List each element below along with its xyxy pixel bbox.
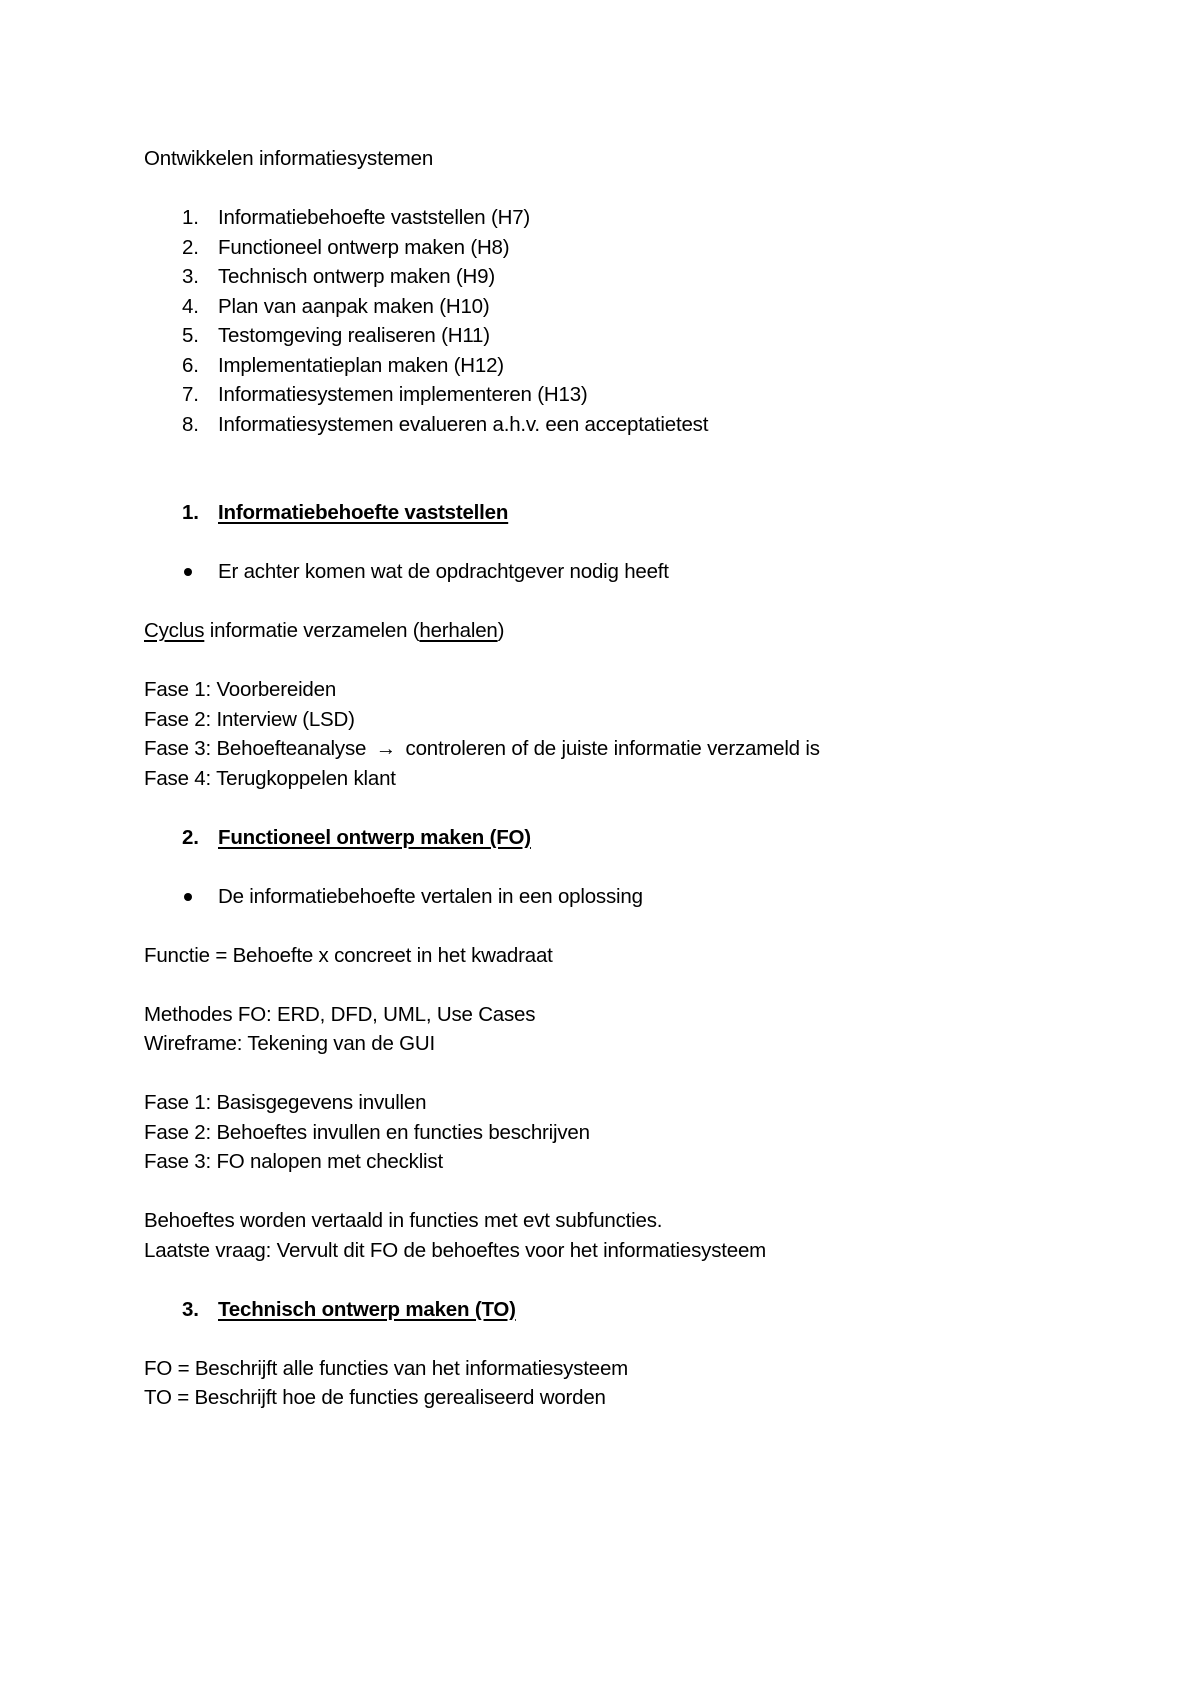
fase3-description: controleren of de juiste informatie verzameld is	[405, 737, 820, 760]
spacer	[144, 1324, 1064, 1354]
fase-line: Fase 1: Voorbereiden	[144, 678, 337, 701]
toc-item	[144, 351, 1064, 381]
heading-number: 3.	[182, 1297, 199, 1321]
spacer	[144, 852, 1064, 882]
toc-text: Technisch ontwerp maken (H9)	[218, 265, 495, 288]
spacer	[144, 1265, 1064, 1295]
bullet-item	[144, 882, 1064, 912]
toc-text: Informatiesystemen implementeren (H13)	[218, 383, 588, 406]
toc-text: Informatiesystemen evalueren a.h.v. een acceptatietest	[218, 412, 709, 436]
spacer	[144, 587, 1064, 617]
fase-line: Fase 4: Terugkoppelen klant	[144, 766, 396, 790]
spacer	[144, 1059, 1064, 1089]
spacer	[144, 1177, 1064, 1207]
spacer	[144, 911, 1064, 941]
fase-line: Fase 1: Basisgegevens invullen	[144, 1091, 427, 1114]
toc-item	[144, 410, 1064, 440]
toc-text: Testomgeving realiseren (H11)	[218, 324, 490, 347]
fase-line: Fase 2: Interview (LSD)	[144, 707, 355, 731]
toc-number: 7.	[182, 383, 199, 406]
spacer	[144, 793, 1064, 823]
spacer	[144, 970, 1064, 1000]
fo-definition-line: FO = Beschrijft alle functies van het informatiesysteem	[144, 1356, 629, 1380]
bullet-icon	[184, 568, 192, 576]
to-definition-line: TO = Beschrijft hoe de functies gerealiseerd worden	[144, 1386, 606, 1409]
bullet-item	[144, 557, 1064, 587]
toc-number: 1.	[182, 206, 199, 229]
heading-number: 1.	[182, 501, 199, 524]
bullet-icon	[184, 893, 192, 901]
toc-text: Functioneel ontwerp maken (H8)	[218, 235, 510, 259]
toc-number: 8.	[182, 412, 199, 436]
bullet-text: De informatiebehoefte vertalen in een oplossing	[218, 884, 643, 908]
toc-number: 4.	[182, 294, 199, 318]
herhalen-word: herhalen	[419, 619, 498, 642]
heading-number: 2.	[182, 825, 199, 849]
spacer	[144, 439, 1064, 498]
toc-item	[144, 233, 1064, 263]
fase-line	[144, 734, 1064, 764]
bullet-text: Er achter komen wat de opdrachtgever nodig heeft	[218, 560, 669, 583]
cyclus-close: )	[497, 619, 505, 642]
toc-item	[144, 292, 1064, 322]
toc-item	[144, 321, 1064, 351]
fase3-text: Fase 3: Behoefteanalyse	[144, 737, 367, 760]
toc-text: Implementatieplan maken (H12)	[218, 353, 504, 377]
fase-line: Fase 3: FO nalopen met checklist	[144, 1150, 443, 1173]
methodes-line: Methodes FO: ERD, DFD, UML, Use Cases	[144, 1002, 536, 1026]
toc-number: 5.	[182, 324, 199, 347]
document-title: Ontwikkelen informatiesystemen	[144, 147, 434, 170]
toc-text: Plan van aanpak maken (H10)	[218, 294, 490, 318]
section-heading-3	[144, 1295, 1064, 1325]
section-heading-1	[144, 498, 1064, 528]
toc-number: 2.	[182, 235, 199, 259]
toc-number: 6.	[182, 353, 199, 377]
arrow-right-icon: →	[375, 737, 397, 760]
functie-line: Functie = Behoefte x concreet in het kwadraat	[144, 943, 553, 967]
toc-item	[144, 262, 1064, 292]
toc-text: Informatiebehoefte vaststellen (H7)	[218, 206, 531, 229]
toc-item	[144, 203, 1064, 233]
toc-item	[144, 380, 1064, 410]
section-heading-2	[144, 823, 1064, 853]
cyclus-word: Cyclus	[144, 619, 205, 642]
spacer	[144, 646, 1064, 676]
heading-text: Technisch ontwerp maken (TO)	[218, 1297, 516, 1321]
cyclus-text: informatie verzamelen (	[204, 619, 420, 642]
fase-line: Fase 2: Behoeftes invullen en functies beschrijven	[144, 1120, 590, 1144]
spacer	[144, 528, 1064, 558]
laatste-vraag-line: Laatste vraag: Vervult dit FO de behoeftes voor het informatiesysteem	[144, 1238, 767, 1262]
wireframe-line: Wireframe: Tekening van de GUI	[144, 1032, 435, 1055]
toc-number: 3.	[182, 265, 199, 288]
document-body	[144, 144, 1064, 1413]
heading-text: Functioneel ontwerp maken (FO)	[218, 825, 531, 849]
spacer	[144, 174, 1064, 204]
cyclus-line	[144, 616, 1064, 646]
toc-list	[144, 203, 1064, 439]
behoeftes-line: Behoeftes worden vertaald in functies met evt subfuncties.	[144, 1209, 663, 1232]
heading-text: Informatiebehoefte vaststellen	[218, 501, 509, 524]
